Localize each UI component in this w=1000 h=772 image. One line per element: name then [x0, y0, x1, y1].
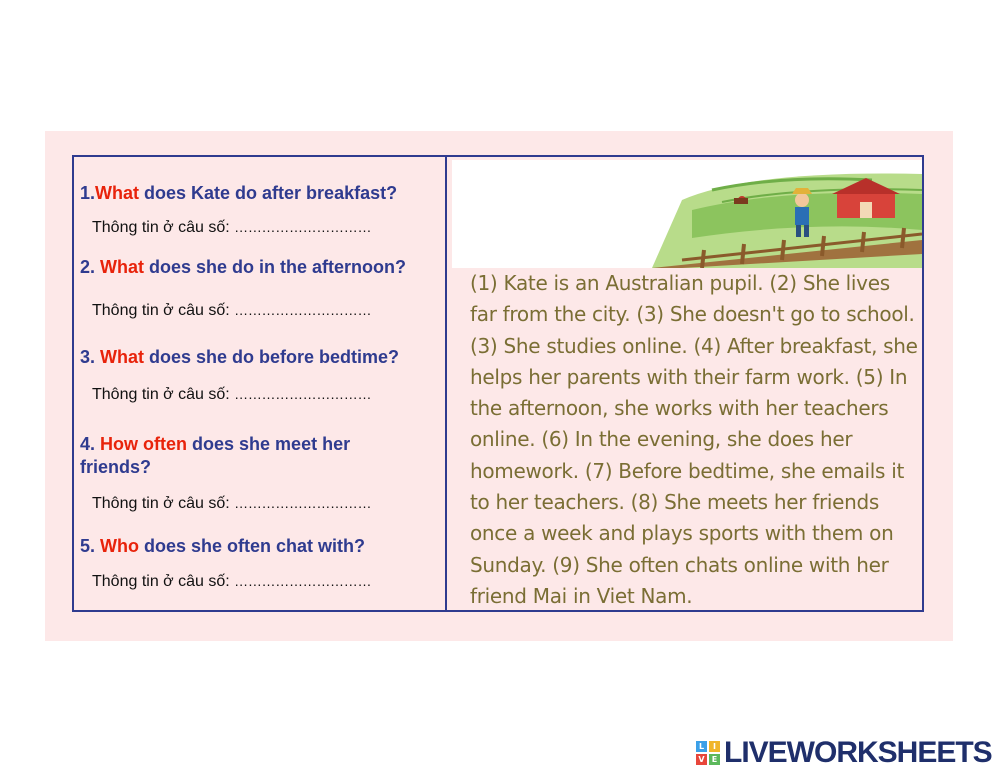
answer-input-2[interactable] — [234, 302, 382, 320]
logo-block-v: V — [696, 754, 707, 765]
question-4-keyword: How often — [100, 434, 188, 454]
question-2-text: does she do in the afternoon? — [144, 257, 407, 277]
answer-input-3[interactable] — [234, 386, 382, 404]
question-3-keyword: What — [100, 347, 145, 367]
question-1-keyword: What — [95, 183, 140, 203]
question-1-number: 1. — [80, 183, 96, 203]
question-5-keyword: Who — [100, 536, 139, 556]
logo-blocks-icon — [696, 741, 720, 765]
liveworksheets-logo[interactable] — [696, 735, 992, 771]
farm-scene-icon — [452, 160, 922, 268]
question-3 — [80, 346, 442, 369]
answer-input-4[interactable] — [234, 495, 382, 513]
answer-label-4: Thông tin ở câu số: — [92, 495, 230, 512]
question-3-number: 3. — [80, 347, 101, 367]
question-1-text: does Kate do after breakfast? — [139, 183, 398, 203]
farm-illustration — [452, 160, 922, 268]
question-5 — [80, 535, 442, 558]
question-5-text: does she often chat with? — [139, 536, 366, 556]
answer-input-5[interactable] — [234, 573, 382, 591]
answer-line-1 — [92, 219, 382, 237]
question-2-keyword: What — [100, 257, 145, 277]
answer-label-3: Thông tin ở câu số: — [92, 386, 230, 403]
logo-block-l: L — [696, 741, 707, 752]
question-4-number: 4. — [80, 434, 101, 454]
question-2 — [80, 256, 450, 279]
answer-line-3 — [92, 386, 382, 404]
answer-line-4 — [92, 495, 382, 513]
logo-block-e: E — [709, 754, 720, 765]
question-5-number: 5. — [80, 536, 101, 556]
question-4-text: does she meet her friends? — [80, 434, 351, 477]
logo-wordmark: LIVEWORKSHEETS — [724, 736, 992, 769]
question-1 — [80, 182, 442, 205]
question-2-number: 2. — [80, 257, 101, 277]
answer-line-5 — [92, 573, 382, 591]
answer-label-2: Thông tin ở câu số: — [92, 302, 230, 319]
reading-passage: (1) Kate is an Australian pupil. (2) She lives far from the city. (3) She doesn't go to school. (3) She studies online. (4) After breakfast, she helps her parents with their farm work. (5) In the afternoon, she works with her teachers online. (6) In the evening, she does her homework. (7) Before bedtime, she emails it to her teachers. (8) She meets her friends once a week and plays sports with them on Sunday. (9) She often chats online with her friend Mai in Viet Nam. — [470, 271, 918, 608]
logo-block-i: I — [709, 741, 720, 752]
answer-label-1: Thông tin ở câu số: — [92, 219, 230, 236]
answer-label-5: Thông tin ở câu số: — [92, 573, 230, 590]
question-4 — [80, 433, 400, 479]
answer-input-1[interactable] — [234, 219, 382, 237]
column-divider — [445, 155, 447, 612]
question-3-text: does she do before bedtime? — [144, 347, 400, 367]
answer-line-2 — [92, 302, 382, 320]
